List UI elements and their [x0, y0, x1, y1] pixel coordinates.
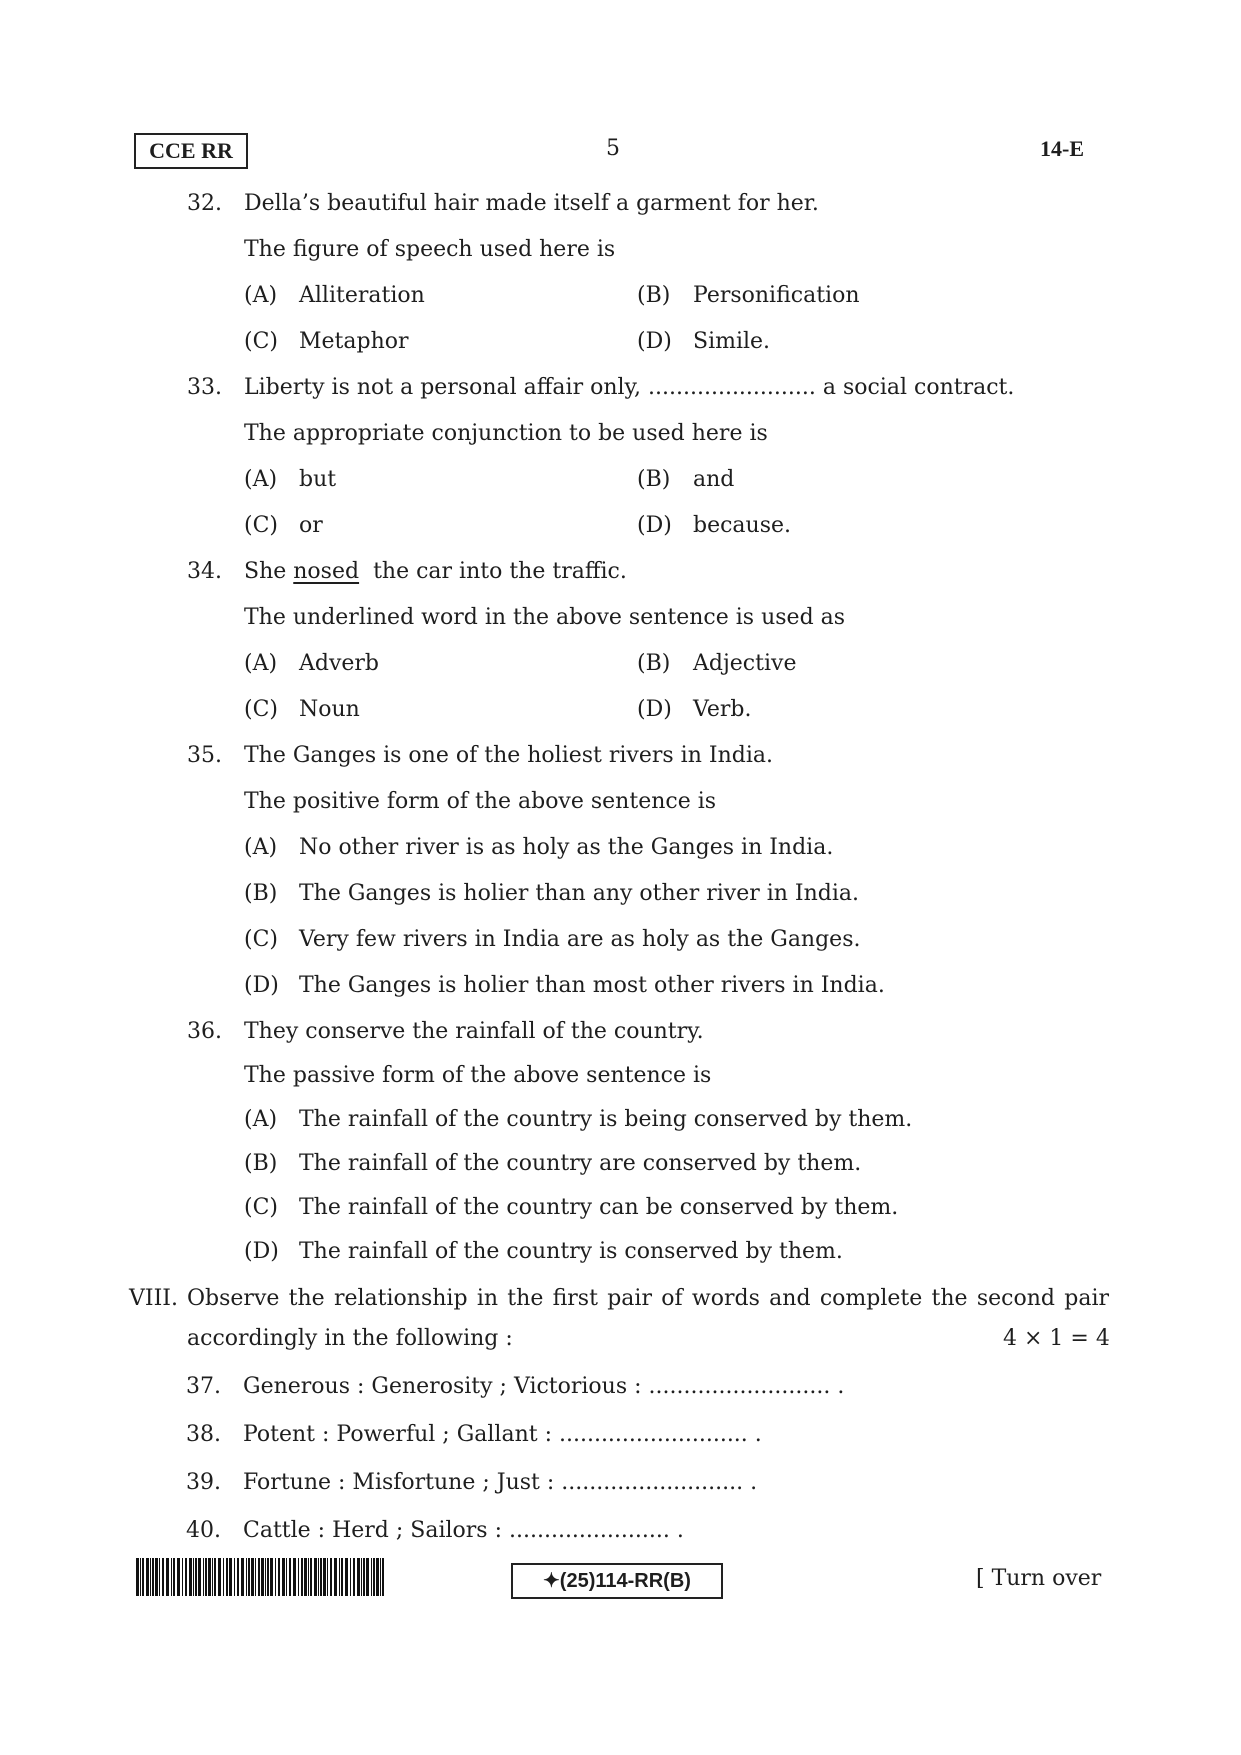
item-text: Generous : Generosity ; Victorious : .......................... .	[243, 1374, 845, 1399]
option-text: The rainfall of the country is conserved by them.	[299, 1239, 843, 1264]
option-text: and	[693, 467, 735, 492]
page-number: 5	[606, 136, 620, 161]
option-letter: (D)	[637, 513, 672, 538]
paper-code: 14-E	[1040, 136, 1084, 161]
section-instruction-cont: accordingly in the following :	[187, 1326, 513, 1351]
prompt-end: the car into the traffic.	[373, 559, 627, 584]
option-letter: (C)	[244, 697, 278, 722]
question-prompt: Liberty is not a personal affair only, ........................ a social contract.	[244, 375, 1015, 400]
item-number: 38.	[186, 1422, 221, 1447]
item-number: 37.	[186, 1374, 221, 1399]
option-letter: (A)	[244, 467, 278, 492]
marks-allocation: 4 × 1 = 4	[1003, 1326, 1110, 1351]
option-letter: (D)	[244, 1239, 279, 1264]
option-text: Noun	[299, 697, 360, 722]
underlined-word: nosed	[293, 559, 360, 584]
option-text: Alliteration	[299, 283, 425, 308]
option-text: Adjective	[693, 651, 797, 676]
turn-over-note: [ Turn over	[976, 1566, 1102, 1591]
question-instruction: The figure of speech used here is	[244, 237, 616, 262]
option-text: The rainfall of the country is being conserved by them.	[299, 1107, 913, 1132]
option-text: Metaphor	[299, 329, 409, 354]
option-letter: (B)	[637, 467, 671, 492]
option-letter: (D)	[637, 329, 672, 354]
option-text: Personification	[693, 283, 860, 308]
item-number: 40.	[186, 1518, 221, 1543]
question-instruction: The passive form of the above sentence is	[244, 1063, 712, 1088]
option-text: The rainfall of the country can be conserved by them.	[299, 1195, 899, 1220]
item-text: Cattle : Herd ; Sailors : ....................... .	[243, 1518, 684, 1543]
header-code-box: CCE RR	[134, 133, 248, 169]
option-letter: (C)	[244, 1195, 278, 1220]
option-letter: (D)	[637, 697, 672, 722]
question-number: 33.	[187, 375, 222, 400]
item-number: 39.	[186, 1470, 221, 1495]
option-text: No other river is as holy as the Ganges in India.	[299, 835, 834, 860]
question-number: 35.	[187, 743, 222, 768]
option-text: Simile.	[693, 329, 771, 354]
option-letter: (B)	[244, 881, 278, 906]
option-text: but	[299, 467, 337, 492]
option-text: The Ganges is holier than any other river in India.	[299, 881, 860, 906]
question-number: 36.	[187, 1019, 222, 1044]
option-letter: (A)	[244, 651, 278, 676]
option-text: Adverb	[299, 651, 380, 676]
option-text: The Ganges is holier than most other rivers in India.	[299, 973, 885, 998]
option-letter: (C)	[244, 513, 278, 538]
option-letter: (B)	[637, 651, 671, 676]
question-prompt: Della’s beautiful hair made itself a garment for her.	[244, 191, 819, 216]
option-text: The rainfall of the country are conserved by them.	[299, 1151, 862, 1176]
option-letter: (A)	[244, 1107, 278, 1132]
question-prompt: They conserve the rainfall of the country.	[244, 1019, 704, 1044]
option-text: Very few rivers in India are as holy as the Ganges.	[299, 927, 861, 952]
section-instruction: Observe the relationship in the first pair of words and complete the second pair	[187, 1286, 1109, 1311]
item-text: Potent : Powerful ; Gallant : ........................... .	[243, 1422, 762, 1447]
option-letter: (A)	[244, 283, 278, 308]
item-text: Fortune : Misfortune ; Just : .......................... .	[243, 1470, 758, 1495]
question-instruction: The positive form of the above sentence is	[244, 789, 717, 814]
option-text: Verb.	[693, 697, 752, 722]
option-letter: (A)	[244, 835, 278, 860]
question-instruction: The appropriate conjunction to be used here is	[244, 421, 768, 446]
question-number: 32.	[187, 191, 222, 216]
section-number: VIII.	[129, 1286, 178, 1311]
option-letter: (C)	[244, 927, 278, 952]
option-letter: (B)	[637, 283, 671, 308]
question-prompt: The Ganges is one of the holiest rivers in India.	[244, 743, 773, 768]
option-text: because.	[693, 513, 792, 538]
footer-paper-code: ✦(25)114-RR(B)	[511, 1563, 723, 1599]
option-letter: (D)	[244, 973, 279, 998]
question-number: 34.	[187, 559, 222, 584]
prompt-start: She	[244, 559, 287, 584]
question-prompt	[244, 558, 627, 586]
option-letter: (B)	[244, 1151, 278, 1176]
option-text: or	[299, 513, 323, 538]
question-instruction: The underlined word in the above sentence is used as	[244, 605, 846, 630]
barcode-image	[136, 1558, 386, 1596]
option-letter: (C)	[244, 329, 278, 354]
